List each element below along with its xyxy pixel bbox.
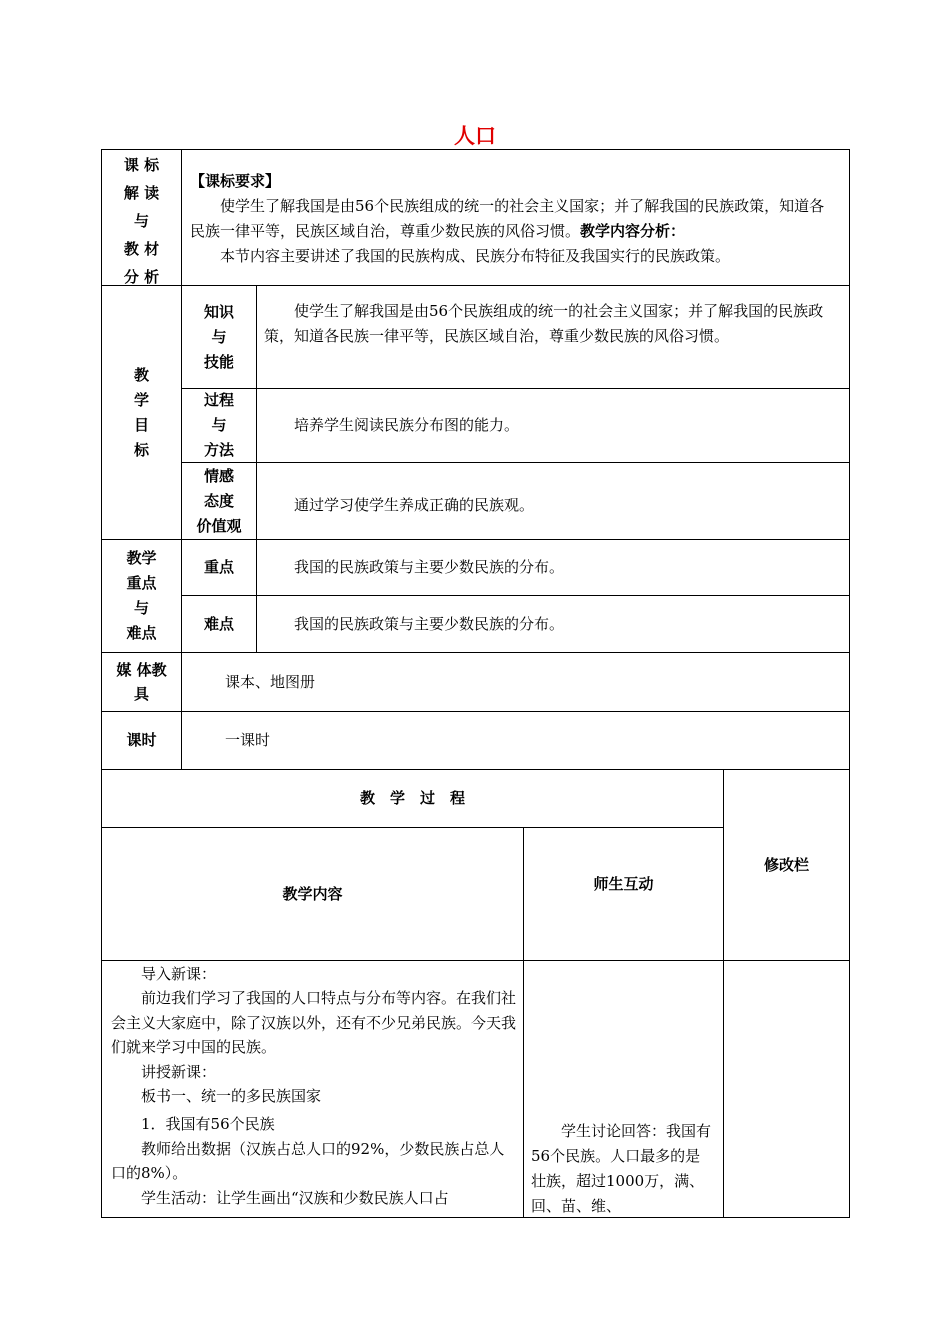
process-method-text: 培养学生阅读民族分布图的能力。 xyxy=(294,416,520,434)
interaction-content: 学生讨论回答：我国有56个民族。人口最多的是壮族，超过1000万，满、回、苗、维、 xyxy=(531,1122,711,1215)
emotion-label: 情感 态度 价值观 xyxy=(196,466,242,535)
key-label: 重点 xyxy=(203,558,234,576)
knowledge-text: 使学生了解我国是由56个民族组成的统一的社会主义国家；并了解我国的民族政策，知道各民族一律平等，民族区域自治，尊重少数民族的风俗习惯。 xyxy=(264,302,824,345)
hard-text: 我国的民族政策与主要少数民族的分布。 xyxy=(294,614,565,633)
kebiao-heading: 【课标要求】 xyxy=(190,172,281,190)
kebiao-requirement-text: 使学生了解我国是由56个民族组成的统一的社会主义国家；并了解我国的民族政策，知道各民族一律平等，民族区域自治，尊重少数民族的风俗习惯。教学内容分析： xyxy=(190,197,825,240)
content-line: 1．我国有56个民族 xyxy=(141,1115,275,1134)
process-header: 教 学 过 程 xyxy=(359,789,465,807)
goals-label: 教 学 目 标 xyxy=(133,365,149,459)
kebiao-analysis-text: 本节内容主要讲述了我国的民族构成、民族分布特征及我国实行的民族政策。 xyxy=(220,247,731,265)
content-line: 前边我们学习了我国的人口特点与分布等内容。在我们社会主义大家庭中，除了汉族以外，还有不少兄弟民族。今天我们就来学习中国的民族。 xyxy=(111,989,516,1057)
emotion-text: 通过学习使学生养成正确的民族观。 xyxy=(294,495,535,514)
page-title: 人口 xyxy=(454,124,496,148)
process-method-label: 过程 与 方法 xyxy=(203,391,234,459)
kebiao-label: 课 标 解 读 与 教 材 分 析 xyxy=(123,156,160,286)
knowledge-label: 知识 与 技能 xyxy=(203,302,234,371)
media-label: 媒 体教 具 xyxy=(116,661,167,703)
hard-label: 难点 xyxy=(203,614,234,633)
period-text: 一课时 xyxy=(225,731,271,749)
content-line: 板书一、统一的多民族国家 xyxy=(141,1087,322,1106)
content-line: 学生活动：让学生画出“汉族和少数民族人口占 xyxy=(141,1188,449,1207)
period-label: 课时 xyxy=(126,731,157,749)
key-text: 我国的民族政策与主要少数民族的分布。 xyxy=(294,558,565,576)
media-text: 课本、地图册 xyxy=(225,672,316,691)
kebiao-content xyxy=(190,169,835,269)
content-line: 讲授新课： xyxy=(141,1062,217,1081)
teaching-content xyxy=(111,962,516,1215)
content-line: 导入新课： xyxy=(141,965,217,983)
content-line: 教师给出数据（汉族占总人口的92%，少数民族占总人口的8%）。 xyxy=(111,1139,505,1183)
keypoints-label: 教学 重点 与 难点 xyxy=(126,549,157,642)
analysis-label: 教学内容分析： xyxy=(580,222,686,240)
revision-column-header: 修改栏 xyxy=(763,855,809,874)
interaction-column-header: 师生互动 xyxy=(593,875,654,893)
content-column-header: 教学内容 xyxy=(282,884,343,903)
